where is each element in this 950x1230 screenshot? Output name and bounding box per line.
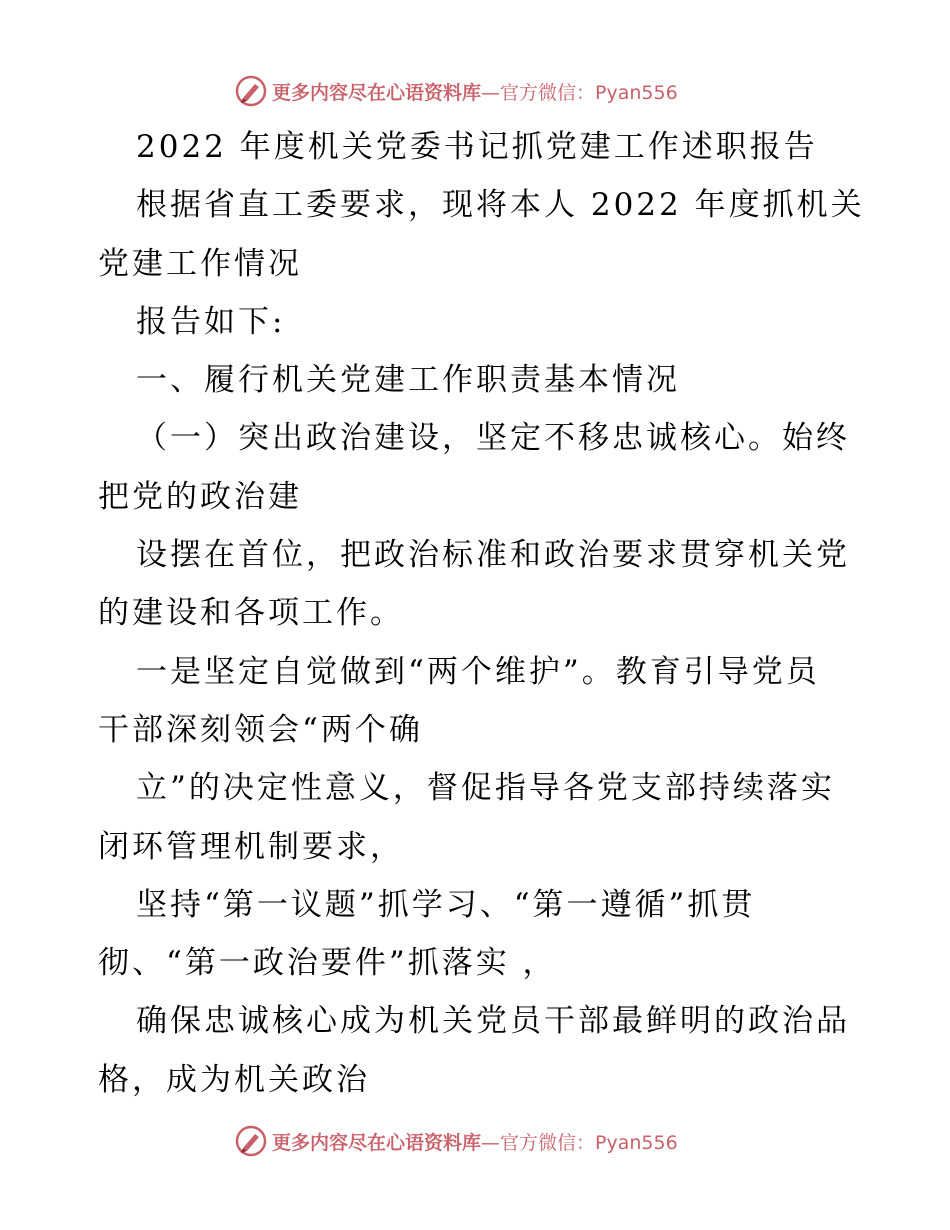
doc-title: 2022 年度机关党委书记抓党建工作述职报告 (136, 129, 818, 165)
doc-line: 确保忠诚核心成为机关党员干部最鲜明的政治品 (136, 1003, 850, 1040)
doc-line: 干部深刻领会“两个确 (98, 711, 423, 748)
watermark-contact: —官方微信：Pyan556 (481, 81, 678, 104)
doc-line: 设摆在首位，把政治标准和政治要求贯穿机关党 (136, 537, 850, 574)
doc-line: 彻、“第一政治要件”抓落实 ， (98, 945, 557, 982)
watermark-text: 更多内容尽在心语资料库 (272, 1131, 482, 1154)
doc-line: 党建工作情况 (98, 245, 302, 282)
doc-line: 的建设和各项工作。 (98, 595, 404, 632)
section-heading: 一、履行机关党建工作职责基本情况 (136, 362, 680, 399)
doc-line: 报告如下: (136, 303, 286, 340)
pen-logo-icon (234, 74, 268, 108)
doc-line: 闭环管理机制要求， (98, 828, 404, 865)
footer-watermark (234, 1121, 678, 1161)
watermark-text: 更多内容尽在心语资料库 (272, 81, 482, 104)
pen-logo-icon (234, 1124, 268, 1158)
document-body (98, 118, 865, 1109)
doc-line: 坚持“第一议题”抓学习、“第一遵循”抓贯 (136, 886, 756, 923)
watermark-contact: —官方微信：Pyan556 (481, 1131, 678, 1154)
doc-line: 把党的政治建 (98, 478, 302, 515)
doc-line: 一是坚定自觉做到“两个维护”。教育引导党员 (136, 653, 820, 690)
doc-line: 格，成为机关政治 (98, 1061, 370, 1098)
doc-line: 立”的决定性意义，督促指导各党支部持续落实 (136, 770, 835, 807)
header-watermark (234, 71, 678, 111)
doc-line: （一）突出政治建设，坚定不移忠诚核心。始终 (136, 420, 850, 457)
doc-line: 根据省直工委要求，现将本人 2022 年度抓机关 (136, 187, 865, 224)
